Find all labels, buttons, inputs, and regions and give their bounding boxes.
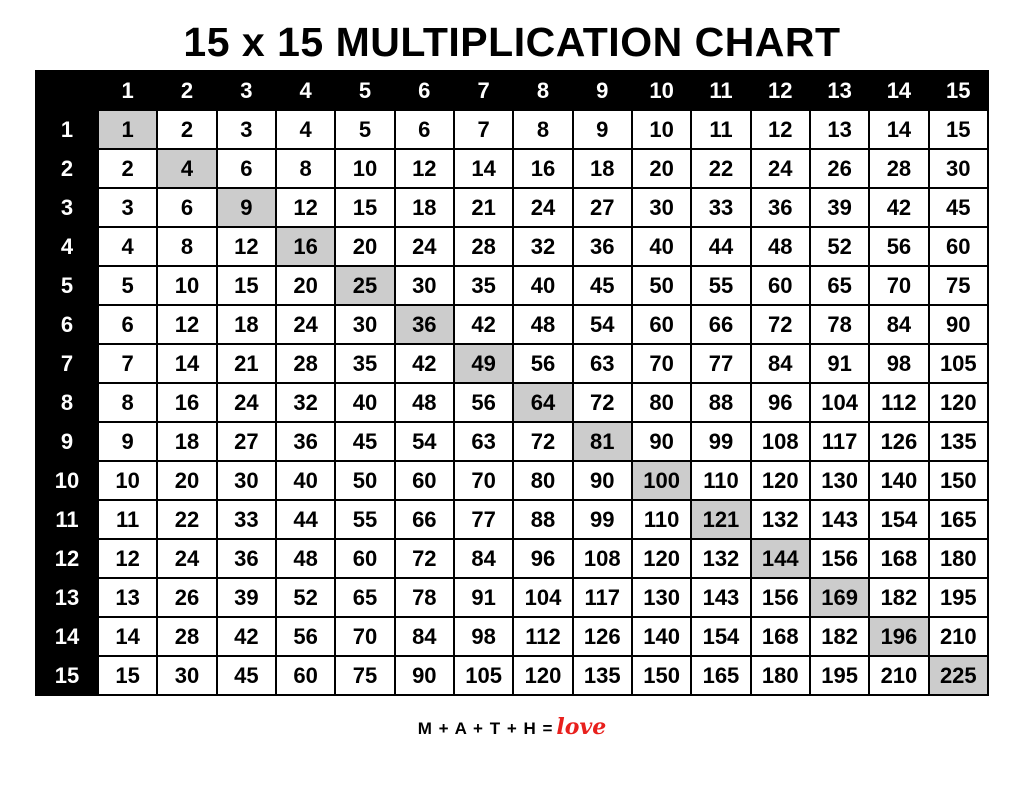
table-cell: 130 [810, 461, 869, 500]
table-cell: 182 [869, 578, 928, 617]
table-cell: 65 [810, 266, 869, 305]
column-header-3: 3 [217, 71, 276, 110]
table-cell: 169 [810, 578, 869, 617]
table-row [36, 383, 988, 422]
table-cell: 196 [869, 617, 928, 656]
table-cell: 60 [276, 656, 335, 695]
table-cell: 99 [573, 500, 632, 539]
table-cell: 182 [810, 617, 869, 656]
table-cell: 28 [276, 344, 335, 383]
column-header-8: 8 [513, 71, 572, 110]
row-header-9: 9 [36, 422, 98, 461]
table-cell: 112 [513, 617, 572, 656]
table-row [36, 500, 988, 539]
table-cell: 20 [632, 149, 691, 188]
table-cell: 22 [157, 500, 216, 539]
table-cell: 13 [810, 110, 869, 149]
table-cell: 14 [157, 344, 216, 383]
table-row [36, 266, 988, 305]
row-header-13: 13 [36, 578, 98, 617]
table-cell: 72 [751, 305, 810, 344]
table-cell: 10 [335, 149, 394, 188]
table-cell: 26 [157, 578, 216, 617]
table-cell: 60 [395, 461, 454, 500]
table-cell: 90 [395, 656, 454, 695]
table-cell: 48 [395, 383, 454, 422]
table-cell: 8 [276, 149, 335, 188]
table-cell: 6 [157, 188, 216, 227]
table-cell: 91 [454, 578, 513, 617]
column-header-4: 4 [276, 71, 335, 110]
table-cell: 45 [335, 422, 394, 461]
table-cell: 110 [691, 461, 750, 500]
table-cell: 30 [157, 656, 216, 695]
table-row [36, 110, 988, 149]
table-cell: 98 [454, 617, 513, 656]
row-header-3: 3 [36, 188, 98, 227]
table-cell: 39 [217, 578, 276, 617]
row-header-12: 12 [36, 539, 98, 578]
table-cell: 6 [395, 110, 454, 149]
table-cell: 28 [869, 149, 928, 188]
column-header-6: 6 [395, 71, 454, 110]
table-cell: 75 [335, 656, 394, 695]
table-cell: 66 [395, 500, 454, 539]
table-cell: 15 [335, 188, 394, 227]
table-cell: 56 [276, 617, 335, 656]
table-cell: 78 [395, 578, 454, 617]
table-cell: 210 [929, 617, 988, 656]
table-cell: 42 [217, 617, 276, 656]
table-cell: 4 [98, 227, 157, 266]
table-cell: 49 [454, 344, 513, 383]
table-cell: 40 [335, 383, 394, 422]
table-row [36, 461, 988, 500]
table-cell: 112 [869, 383, 928, 422]
table-cell: 12 [276, 188, 335, 227]
table-row [36, 149, 988, 188]
table-cell: 9 [98, 422, 157, 461]
table-cell: 45 [217, 656, 276, 695]
table-cell: 55 [335, 500, 394, 539]
table-cell: 91 [810, 344, 869, 383]
table-header [36, 71, 988, 110]
table-row [36, 422, 988, 461]
column-header-14: 14 [869, 71, 928, 110]
table-cell: 40 [513, 266, 572, 305]
table-cell: 15 [929, 110, 988, 149]
table-cell: 60 [751, 266, 810, 305]
table-cell: 65 [335, 578, 394, 617]
table-cell: 120 [513, 656, 572, 695]
table-cell: 30 [217, 461, 276, 500]
table-cell: 5 [335, 110, 394, 149]
table-cell: 77 [454, 500, 513, 539]
table-cell: 35 [335, 344, 394, 383]
table-cell: 36 [395, 305, 454, 344]
table-cell: 60 [335, 539, 394, 578]
table-cell: 16 [157, 383, 216, 422]
table-row [36, 344, 988, 383]
table-cell: 180 [751, 656, 810, 695]
table-cell: 88 [513, 500, 572, 539]
table-cell: 12 [395, 149, 454, 188]
table-cell: 168 [869, 539, 928, 578]
table-cell: 2 [98, 149, 157, 188]
table-cell: 24 [513, 188, 572, 227]
row-header-2: 2 [36, 149, 98, 188]
column-header-15: 15 [929, 71, 988, 110]
table-cell: 143 [691, 578, 750, 617]
table-cell: 21 [217, 344, 276, 383]
table-cell: 56 [869, 227, 928, 266]
table-cell: 4 [157, 149, 216, 188]
table-cell: 40 [632, 227, 691, 266]
table-cell: 44 [276, 500, 335, 539]
table-cell: 98 [869, 344, 928, 383]
table-cell: 42 [454, 305, 513, 344]
table-cell: 105 [929, 344, 988, 383]
table-cell: 55 [691, 266, 750, 305]
table-cell: 121 [691, 500, 750, 539]
table-cell: 120 [751, 461, 810, 500]
column-header-12: 12 [751, 71, 810, 110]
table-cell: 12 [157, 305, 216, 344]
table-cell: 63 [573, 344, 632, 383]
table-cell: 195 [810, 656, 869, 695]
footer-equation-text: M + A + T + H = [417, 719, 554, 739]
table-cell: 15 [98, 656, 157, 695]
table-cell: 13 [98, 578, 157, 617]
column-header-10: 10 [632, 71, 691, 110]
table-cell: 8 [513, 110, 572, 149]
table-cell: 70 [454, 461, 513, 500]
table-cell: 66 [691, 305, 750, 344]
table-cell: 108 [573, 539, 632, 578]
table-cell: 27 [217, 422, 276, 461]
table-cell: 156 [751, 578, 810, 617]
chart-container [35, 70, 989, 696]
footer-equation [0, 714, 1024, 740]
table-cell: 154 [869, 500, 928, 539]
table-cell: 156 [810, 539, 869, 578]
table-cell: 105 [454, 656, 513, 695]
table-cell: 18 [573, 149, 632, 188]
table-cell: 25 [335, 266, 394, 305]
column-header-9: 9 [573, 71, 632, 110]
table-cell: 117 [573, 578, 632, 617]
table-cell: 84 [869, 305, 928, 344]
table-cell: 50 [335, 461, 394, 500]
table-cell: 132 [751, 500, 810, 539]
table-cell: 2 [157, 110, 216, 149]
table-cell: 180 [929, 539, 988, 578]
table-cell: 4 [276, 110, 335, 149]
table-cell: 8 [98, 383, 157, 422]
table-cell: 90 [929, 305, 988, 344]
table-cell: 126 [869, 422, 928, 461]
table-cell: 52 [276, 578, 335, 617]
table-cell: 6 [217, 149, 276, 188]
table-cell: 52 [810, 227, 869, 266]
table-cell: 12 [751, 110, 810, 149]
table-cell: 39 [810, 188, 869, 227]
table-cell: 81 [573, 422, 632, 461]
table-cell: 36 [573, 227, 632, 266]
table-cell: 45 [929, 188, 988, 227]
table-cell: 5 [98, 266, 157, 305]
table-cell: 14 [454, 149, 513, 188]
table-cell: 126 [573, 617, 632, 656]
table-cell: 32 [513, 227, 572, 266]
table-cell: 45 [573, 266, 632, 305]
table-cell: 44 [691, 227, 750, 266]
table-row [36, 656, 988, 695]
table-cell: 63 [454, 422, 513, 461]
table-cell: 12 [217, 227, 276, 266]
table-cell: 16 [276, 227, 335, 266]
table-cell: 3 [98, 188, 157, 227]
table-cell: 70 [869, 266, 928, 305]
table-cell: 96 [751, 383, 810, 422]
table-cell: 30 [929, 149, 988, 188]
table-cell: 20 [335, 227, 394, 266]
table-cell: 22 [691, 149, 750, 188]
table-row [36, 578, 988, 617]
table-cell: 11 [98, 500, 157, 539]
table-cell: 1 [98, 110, 157, 149]
table-cell: 140 [632, 617, 691, 656]
table-cell: 168 [751, 617, 810, 656]
row-header-8: 8 [36, 383, 98, 422]
table-cell: 56 [513, 344, 572, 383]
table-cell: 90 [632, 422, 691, 461]
table-cell: 84 [751, 344, 810, 383]
table-cell: 30 [335, 305, 394, 344]
column-header-7: 7 [454, 71, 513, 110]
table-cell: 24 [395, 227, 454, 266]
table-cell: 99 [691, 422, 750, 461]
table-row [36, 227, 988, 266]
table-cell: 60 [929, 227, 988, 266]
table-cell: 132 [691, 539, 750, 578]
table-cell: 90 [573, 461, 632, 500]
table-cell: 75 [929, 266, 988, 305]
table-cell: 80 [632, 383, 691, 422]
table-cell: 28 [157, 617, 216, 656]
table-header-row [36, 71, 988, 110]
table-cell: 18 [217, 305, 276, 344]
footer-love-word: love [556, 714, 607, 741]
column-header-2: 2 [157, 71, 216, 110]
table-cell: 70 [335, 617, 394, 656]
table-cell: 225 [929, 656, 988, 695]
table-cell: 104 [513, 578, 572, 617]
table-cell: 15 [217, 266, 276, 305]
table-cell: 10 [632, 110, 691, 149]
table-cell: 72 [573, 383, 632, 422]
column-header-5: 5 [335, 71, 394, 110]
table-cell: 28 [454, 227, 513, 266]
table-cell: 14 [869, 110, 928, 149]
table-cell: 48 [751, 227, 810, 266]
table-cell: 14 [98, 617, 157, 656]
table-cell: 32 [276, 383, 335, 422]
table-cell: 42 [395, 344, 454, 383]
table-cell: 135 [573, 656, 632, 695]
table-cell: 36 [276, 422, 335, 461]
table-row [36, 539, 988, 578]
table-cell: 150 [632, 656, 691, 695]
table-cell: 64 [513, 383, 572, 422]
table-cell: 70 [632, 344, 691, 383]
table-cell: 11 [691, 110, 750, 149]
table-cell: 130 [632, 578, 691, 617]
table-cell: 120 [929, 383, 988, 422]
table-body [36, 110, 988, 695]
table-cell: 72 [513, 422, 572, 461]
table-cell: 165 [691, 656, 750, 695]
table-cell: 24 [276, 305, 335, 344]
table-cell: 24 [157, 539, 216, 578]
table-cell: 7 [98, 344, 157, 383]
table-cell: 77 [691, 344, 750, 383]
table-cell: 30 [395, 266, 454, 305]
table-cell: 96 [513, 539, 572, 578]
table-cell: 54 [395, 422, 454, 461]
table-cell: 26 [810, 149, 869, 188]
row-header-4: 4 [36, 227, 98, 266]
row-header-1: 1 [36, 110, 98, 149]
table-cell: 10 [157, 266, 216, 305]
table-cell: 110 [632, 500, 691, 539]
table-cell: 78 [810, 305, 869, 344]
table-cell: 12 [98, 539, 157, 578]
table-cell: 20 [276, 266, 335, 305]
table-cell: 60 [632, 305, 691, 344]
table-cell: 195 [929, 578, 988, 617]
table-cell: 20 [157, 461, 216, 500]
table-cell: 6 [98, 305, 157, 344]
row-header-6: 6 [36, 305, 98, 344]
table-cell: 9 [573, 110, 632, 149]
table-row [36, 617, 988, 656]
table-corner-cell [36, 71, 98, 110]
table-cell: 7 [454, 110, 513, 149]
table-cell: 21 [454, 188, 513, 227]
multiplication-table [35, 70, 989, 696]
column-header-11: 11 [691, 71, 750, 110]
table-cell: 165 [929, 500, 988, 539]
table-cell: 120 [632, 539, 691, 578]
table-cell: 135 [929, 422, 988, 461]
row-header-15: 15 [36, 656, 98, 695]
table-cell: 140 [869, 461, 928, 500]
table-cell: 108 [751, 422, 810, 461]
table-cell: 48 [276, 539, 335, 578]
table-cell: 104 [810, 383, 869, 422]
row-header-10: 10 [36, 461, 98, 500]
table-cell: 84 [454, 539, 513, 578]
table-cell: 24 [217, 383, 276, 422]
table-cell: 33 [691, 188, 750, 227]
table-cell: 100 [632, 461, 691, 500]
page-title: 15 x 15 MULTIPLICATION CHART [183, 19, 841, 65]
row-header-7: 7 [36, 344, 98, 383]
table-cell: 42 [869, 188, 928, 227]
table-cell: 40 [276, 461, 335, 500]
table-cell: 54 [573, 305, 632, 344]
table-cell: 30 [632, 188, 691, 227]
table-cell: 84 [395, 617, 454, 656]
table-cell: 33 [217, 500, 276, 539]
column-header-13: 13 [810, 71, 869, 110]
table-cell: 3 [217, 110, 276, 149]
table-row [36, 305, 988, 344]
table-cell: 150 [929, 461, 988, 500]
row-header-11: 11 [36, 500, 98, 539]
table-cell: 36 [751, 188, 810, 227]
table-cell: 9 [217, 188, 276, 227]
table-cell: 16 [513, 149, 572, 188]
table-cell: 210 [869, 656, 928, 695]
table-cell: 50 [632, 266, 691, 305]
table-cell: 80 [513, 461, 572, 500]
row-header-5: 5 [36, 266, 98, 305]
table-cell: 18 [395, 188, 454, 227]
table-cell: 88 [691, 383, 750, 422]
table-cell: 8 [157, 227, 216, 266]
table-cell: 10 [98, 461, 157, 500]
table-cell: 143 [810, 500, 869, 539]
table-cell: 56 [454, 383, 513, 422]
table-cell: 154 [691, 617, 750, 656]
table-cell: 24 [751, 149, 810, 188]
table-cell: 36 [217, 539, 276, 578]
table-cell: 18 [157, 422, 216, 461]
row-header-14: 14 [36, 617, 98, 656]
table-row [36, 188, 988, 227]
table-cell: 72 [395, 539, 454, 578]
table-cell: 117 [810, 422, 869, 461]
table-cell: 144 [751, 539, 810, 578]
table-cell: 27 [573, 188, 632, 227]
table-cell: 35 [454, 266, 513, 305]
table-cell: 48 [513, 305, 572, 344]
column-header-1: 1 [98, 71, 157, 110]
